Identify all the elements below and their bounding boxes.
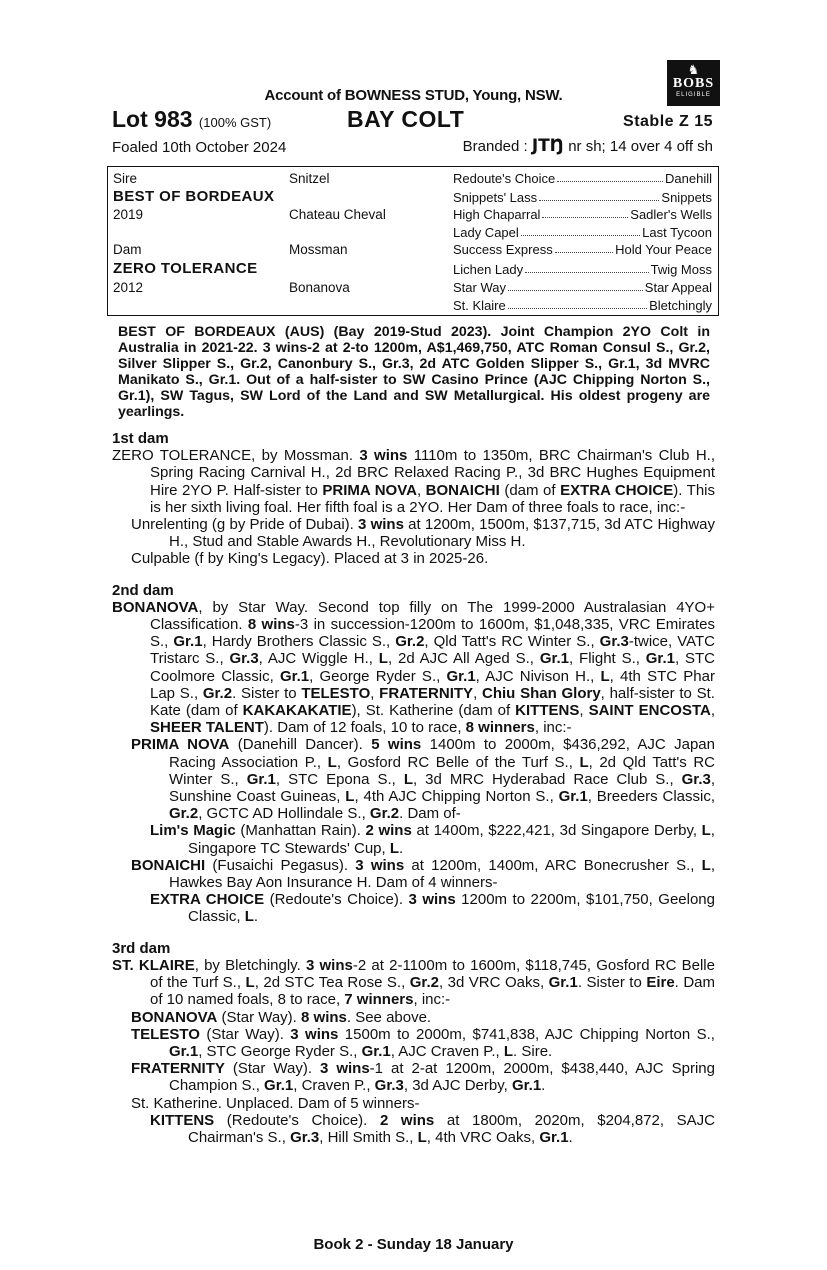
- text: ), St. Katherine (dam of: [351, 702, 516, 720]
- dam-label: Dam: [113, 242, 142, 257]
- wins: 3 wins: [305, 956, 353, 974]
- ancestor-row: [453, 225, 712, 240]
- text: , 4th VRC Oaks,: [426, 1128, 540, 1146]
- text: at 1200m, 1500m, $137,715, 3d ATC Highway H., Stud and Stable Awards H., Revolutionary Miss H.: [169, 516, 716, 551]
- ancestor-name: Lichen Lady: [453, 262, 524, 277]
- progeny-entry: [112, 891, 715, 925]
- ancestor-sire: Twig Moss: [650, 262, 712, 277]
- winners: 7 winners: [344, 991, 414, 1009]
- wins: 3 wins: [355, 856, 405, 874]
- horse-name: SHEER TALENT: [150, 719, 264, 737]
- text: , Qld Tatt's RC Winter S.,: [424, 633, 600, 651]
- winners: 8 winners: [465, 719, 535, 737]
- grade: Gr.1: [539, 1128, 569, 1146]
- listed: L: [378, 650, 388, 668]
- ancestor-name: Star Way: [453, 280, 506, 295]
- progeny-entry: [112, 1009, 715, 1026]
- ancestor-row: [453, 207, 712, 222]
- text: .: [253, 908, 259, 926]
- dam-year: 2012: [113, 280, 144, 295]
- progeny-entry: [112, 857, 715, 891]
- text: , George Ryder S.,: [309, 667, 447, 685]
- vendor-account: Account of BOWNESS STUD, Young, NSW.: [264, 87, 563, 104]
- branded-label: Branded :: [462, 138, 528, 155]
- text: (Redoute's Choice).: [214, 1111, 380, 1129]
- listed: L: [403, 770, 413, 788]
- grade: Gr.2: [395, 633, 425, 651]
- ancestor-name: Lady Capel: [453, 225, 519, 240]
- text: .: [541, 1077, 546, 1095]
- sire-year: 2019: [113, 207, 144, 222]
- text: , AJC Craven P.,: [390, 1042, 504, 1060]
- grade: Gr.3: [599, 633, 629, 651]
- ancestor-row: [453, 171, 712, 186]
- horse-name: BONANOVA: [131, 1008, 218, 1026]
- sire-summary: BEST OF BORDEAUX (AUS) (Bay 2019-Stud 2023). Joint Champion 2YO Colt in Australia in 2021-22. 3 wins-2 at 2-to 1200m, A$1,469,750, ATC Roman Consul S., Gr.2, Silver Slipper S., Gr.2, Canonbury S., Gr.3, 2d ATC Golden Slipper S., Gr.1, 3d MVRC Manikato S., Gr.1. Out of a half-sister to SW Casino Prince (AJC Chipping Norton S., Gr.1), SW Tagus, SW Lord of the Land and SW Metallurgical. His oldest progeny are yearlings.: [118, 324, 710, 420]
- grade: Gr.1: [446, 667, 476, 685]
- ancestor-name: St. Klaire: [453, 298, 506, 313]
- listed: L: [389, 839, 400, 857]
- lot-label: Lot 983: [112, 106, 193, 132]
- brand-mark: JTŊ: [531, 136, 565, 156]
- ancestor-sire: Star Appeal: [644, 280, 712, 295]
- horse-name: EXTRA CHOICE: [150, 891, 265, 909]
- ancestor-row: [453, 190, 712, 205]
- text: .: [568, 1128, 573, 1146]
- listed: L: [327, 753, 337, 771]
- grade: Gr.1: [548, 974, 578, 992]
- horse-name: TELESTO: [131, 1025, 200, 1043]
- text: , 2d AJC All Aged S.,: [387, 650, 540, 668]
- text: (Fusaichi Pegasus).: [205, 856, 356, 874]
- listed: L: [503, 1042, 514, 1060]
- text: ,: [710, 702, 715, 720]
- text: , Hawkes Bay Aon Insurance H. Dam of 4 winners-: [169, 856, 715, 892]
- dam-sire: Mossman: [289, 242, 348, 257]
- dam-name: ZERO TOLERANCE: [112, 447, 252, 465]
- text: , STC Coolmore Classic,: [150, 650, 715, 685]
- listed: L: [345, 788, 355, 806]
- text: ,: [370, 684, 380, 702]
- wins: 3 wins: [358, 516, 404, 534]
- text: , 4th STC Phar Lap S.,: [150, 667, 715, 702]
- ancestor-sire: Snippets: [661, 190, 712, 205]
- catalogue-body: [112, 430, 715, 1146]
- horse-name: PRIMA NOVA: [131, 736, 230, 754]
- text: . Sire.: [513, 1042, 553, 1060]
- grade: Gr.1: [264, 1077, 294, 1095]
- text: . Sister to: [577, 974, 647, 992]
- horse-name: Lim's Magic: [150, 822, 236, 840]
- text: (Danehill Dancer).: [229, 736, 372, 754]
- horse-name: Chiu Shan Glory: [481, 684, 601, 702]
- text: . Dam of 10 named foals, 8 to race,: [150, 974, 715, 1009]
- page-footer: Book 2 - Sunday 18 January: [313, 1236, 514, 1253]
- text: Unrelenting (g by Pride of Dubai).: [131, 516, 359, 534]
- text: ,: [579, 702, 589, 720]
- text: , 4th AJC Chipping Norton S.,: [354, 788, 559, 806]
- wins: 2 wins: [365, 822, 412, 840]
- ancestor-row: [453, 280, 712, 295]
- ancestor-row: [453, 298, 712, 313]
- progeny-entry: [112, 1060, 715, 1094]
- text: , 3d MRC Hyderabad Race Club S.,: [412, 770, 682, 788]
- first-dam-heading: 1st dam: [112, 430, 169, 447]
- horse-name: FRATERNITY: [379, 684, 474, 702]
- text: , GCTC AD Hollindale S.,: [198, 805, 370, 823]
- grade: Gr.1: [558, 788, 588, 806]
- text: (Star Way).: [217, 1008, 302, 1026]
- text: (Manhattan Rain).: [235, 822, 366, 840]
- horse-name: EXTRA CHOICE: [560, 481, 674, 499]
- dam-name: BONANOVA: [112, 598, 199, 616]
- grade: Gr.1: [173, 633, 203, 651]
- text: , 2d STC Tea Rose S.,: [254, 974, 410, 992]
- text: -3 in succession-1200m to 1600m, $1,048,335, VRC Emirates S.,: [150, 616, 715, 651]
- grade: Gr.1: [361, 1042, 391, 1060]
- text: -2 at 2-1100m to 1600m, $118,745, Gosford RC Belle of the Turf S.,: [150, 956, 715, 992]
- grade: Gr.2: [409, 974, 439, 992]
- listed: L: [701, 822, 711, 840]
- text: (Star Way).: [199, 1025, 291, 1043]
- grade: Gr.1: [539, 650, 570, 668]
- ancestor-name: Success Express: [453, 242, 553, 257]
- horse-name: FRATERNITY: [131, 1060, 225, 1078]
- lot-number: [112, 106, 271, 133]
- text: ,: [473, 684, 482, 702]
- text: -1 at 2-at 1200m, 2000m, $438,440, AJC Spring Champion S.,: [169, 1060, 715, 1095]
- grade: Gr.1: [279, 667, 310, 685]
- wins: 3 wins: [319, 1060, 370, 1078]
- text: , 2d Qld Tatt's RC Winter S.,: [169, 753, 715, 788]
- text: , half-sister to St. Kate (dam of: [150, 684, 715, 720]
- ancestor-row: [453, 242, 712, 257]
- text: , 3d AJC Derby,: [403, 1077, 512, 1095]
- wins: 8 wins: [301, 1008, 347, 1026]
- text: . Sister to: [232, 684, 302, 702]
- listed: L: [579, 753, 589, 771]
- text: . See above.: [346, 1008, 432, 1026]
- text: , Hill Smith S.,: [319, 1128, 418, 1146]
- horse-name: KAKAKAKATIE: [242, 702, 352, 720]
- foaled-date: Foaled 10th October 2024: [112, 139, 287, 156]
- text: , by Bletchingly.: [194, 956, 306, 974]
- horse-name: BONAICHI: [131, 856, 206, 874]
- text: , inc:-: [413, 991, 451, 1009]
- stable-location: Stable Z 15: [623, 113, 713, 130]
- listed: L: [600, 667, 610, 685]
- ancestor-row: [453, 262, 712, 277]
- sire-label: Sire: [113, 171, 138, 186]
- gst-note: (100% GST): [198, 115, 272, 130]
- text: , Sunshine Coast Guineas,: [169, 770, 715, 806]
- text: , inc:-: [534, 719, 572, 737]
- ancestor-sire: Last Tycoon: [642, 225, 712, 240]
- horse-name: KITTENS: [515, 702, 580, 720]
- text: ). Dam of 12 foals, 10 to race,: [263, 719, 466, 737]
- grade: Gr.3: [681, 770, 711, 788]
- text: at 1200m, 1400m, ARC Bonecrusher S.,: [404, 856, 702, 874]
- horse-title: BAY COLT: [347, 106, 465, 132]
- sire-dam: Chateau Cheval: [289, 207, 386, 222]
- ancestor-sire: Danehill: [665, 171, 712, 186]
- sire-sire: Snitzel: [289, 171, 330, 186]
- progeny-entry: St. Katherine. Unplaced. Dam of 5 winners-: [131, 1094, 420, 1112]
- text: , Singapore TC Stewards' Cup,: [188, 822, 715, 857]
- grade: Gr.1: [645, 650, 675, 668]
- first-dam-entry: [112, 447, 715, 516]
- wins: 5 wins: [371, 736, 422, 754]
- grade: Gr.2: [202, 684, 233, 702]
- text: , Breeders Classic,: [587, 788, 716, 806]
- brand-description: nr sh; 14 over 4 off sh: [568, 138, 713, 155]
- wins: 8 wins: [247, 616, 295, 634]
- wins: 3 wins: [290, 1025, 339, 1043]
- text: ,: [416, 481, 426, 499]
- text: -twice, VATC Tristarc S.,: [150, 633, 715, 668]
- listed: L: [244, 908, 254, 926]
- text: , Craven P.,: [293, 1077, 375, 1095]
- foal-entry: Culpable (f by King's Legacy). Placed at 3 in 2025-26.: [131, 550, 489, 568]
- grade: Gr.3: [229, 650, 259, 668]
- dam-name: ZERO TOLERANCE: [113, 260, 258, 277]
- third-dam-heading: 3rd dam: [112, 939, 171, 957]
- brand-info: [463, 136, 713, 156]
- text: , 3d VRC Oaks,: [438, 974, 549, 992]
- text: 1200m to 2200m, $101,750, Geelong Classic,: [188, 891, 715, 926]
- logo-subtext: ELIGIBLE: [676, 92, 711, 98]
- horse-name: SAINT ENCOSTA: [588, 702, 711, 720]
- horse-icon: ♞: [687, 62, 700, 77]
- text: , by Mossman.: [251, 447, 360, 465]
- grade: Gr.1: [246, 770, 276, 788]
- text: , by Star Way. Second top filly on The 1999-2000 Australasian 4YO+ Classification.: [150, 598, 715, 634]
- text: (Redoute's Choice).: [264, 891, 409, 909]
- logo-text: BOBS: [672, 76, 715, 91]
- progeny-entry: [112, 822, 715, 856]
- foal-entry: [112, 516, 715, 550]
- pedigree-table: [107, 166, 719, 316]
- listed: L: [245, 974, 255, 992]
- text: , AJC Wiggle H.,: [258, 650, 379, 668]
- progeny-entry: [112, 1026, 715, 1060]
- text: 1400m to 2000m, $436,292, AJC Japan Racing Association P.,: [169, 736, 715, 771]
- dam-name: ST. KLAIRE: [112, 956, 195, 974]
- text: , Hardy Brothers Classic S.,: [202, 633, 396, 651]
- text: , Flight S.,: [569, 650, 646, 668]
- grade: Gr.2: [369, 805, 400, 823]
- text: , STC Epona S.,: [275, 770, 404, 788]
- third-dam-entry: [112, 957, 715, 1009]
- text: , STC George Ryder S.,: [198, 1042, 362, 1060]
- grade: Gr.1: [511, 1077, 542, 1095]
- horse-name: TELESTO: [301, 684, 371, 702]
- grade: Gr.3: [290, 1128, 320, 1146]
- ancestor-sire: Hold Your Peace: [615, 242, 712, 257]
- grade: Gr.2: [169, 805, 199, 823]
- progeny-entry: [112, 736, 715, 822]
- horse-name: PRIMA NOVA: [322, 481, 417, 499]
- sire-name: BEST OF BORDEAUX: [113, 188, 275, 205]
- text: , AJC Nivison H.,: [475, 667, 601, 685]
- text: (Star Way).: [224, 1060, 320, 1078]
- ancestor-name: High Chaparral: [453, 207, 541, 222]
- ancestor-sire: Bletchingly: [649, 298, 712, 313]
- grade: Gr.1: [169, 1042, 199, 1060]
- text: .: [399, 839, 404, 857]
- ancestor-name: Snippets' Lass: [453, 190, 538, 205]
- text: 1500m to 2000m, $741,838, AJC Chipping Norton S.,: [338, 1025, 715, 1043]
- text: at 1800m, 2020m, $204,872, SAJC Chairman's S.,: [188, 1111, 715, 1146]
- text: at 1400m, $222,421, 3d Singapore Derby,: [411, 822, 702, 840]
- dam-dam: Bonanova: [289, 280, 350, 295]
- wins: 3 wins: [359, 447, 408, 465]
- ancestor-sire: Sadler's Wells: [630, 207, 712, 222]
- horse-name: Eire: [646, 974, 675, 992]
- text: , Gosford RC Belle of the Turf S.,: [336, 753, 580, 771]
- second-dam-entry: [112, 599, 715, 737]
- listed: L: [417, 1128, 427, 1146]
- text: ). This is her sixth living foal. Her fifth foal is a 2YO. Her Dam of three foals to race, inc:-: [150, 481, 715, 516]
- wins: 2 wins: [379, 1111, 435, 1129]
- horse-name: BONAICHI: [425, 481, 500, 499]
- text: (dam of: [499, 481, 561, 499]
- wins: 3 wins: [408, 891, 456, 909]
- ancestor-name: Redoute's Choice: [453, 171, 556, 186]
- second-dam-heading: 2nd dam: [112, 581, 174, 599]
- progeny-entry: [112, 1112, 715, 1146]
- horse-name: KITTENS: [150, 1111, 215, 1129]
- text: 1110m to 1350m, BRC Chairman's Club H., Spring Racing Carnival H., 2d BRC Relaxed Racing P., 3d BRC Hughes Equipment Hire 2YO P. Half-sister to: [150, 447, 715, 499]
- listed: L: [701, 856, 711, 874]
- grade: Gr.3: [374, 1077, 404, 1095]
- text: . Dam of-: [399, 805, 461, 823]
